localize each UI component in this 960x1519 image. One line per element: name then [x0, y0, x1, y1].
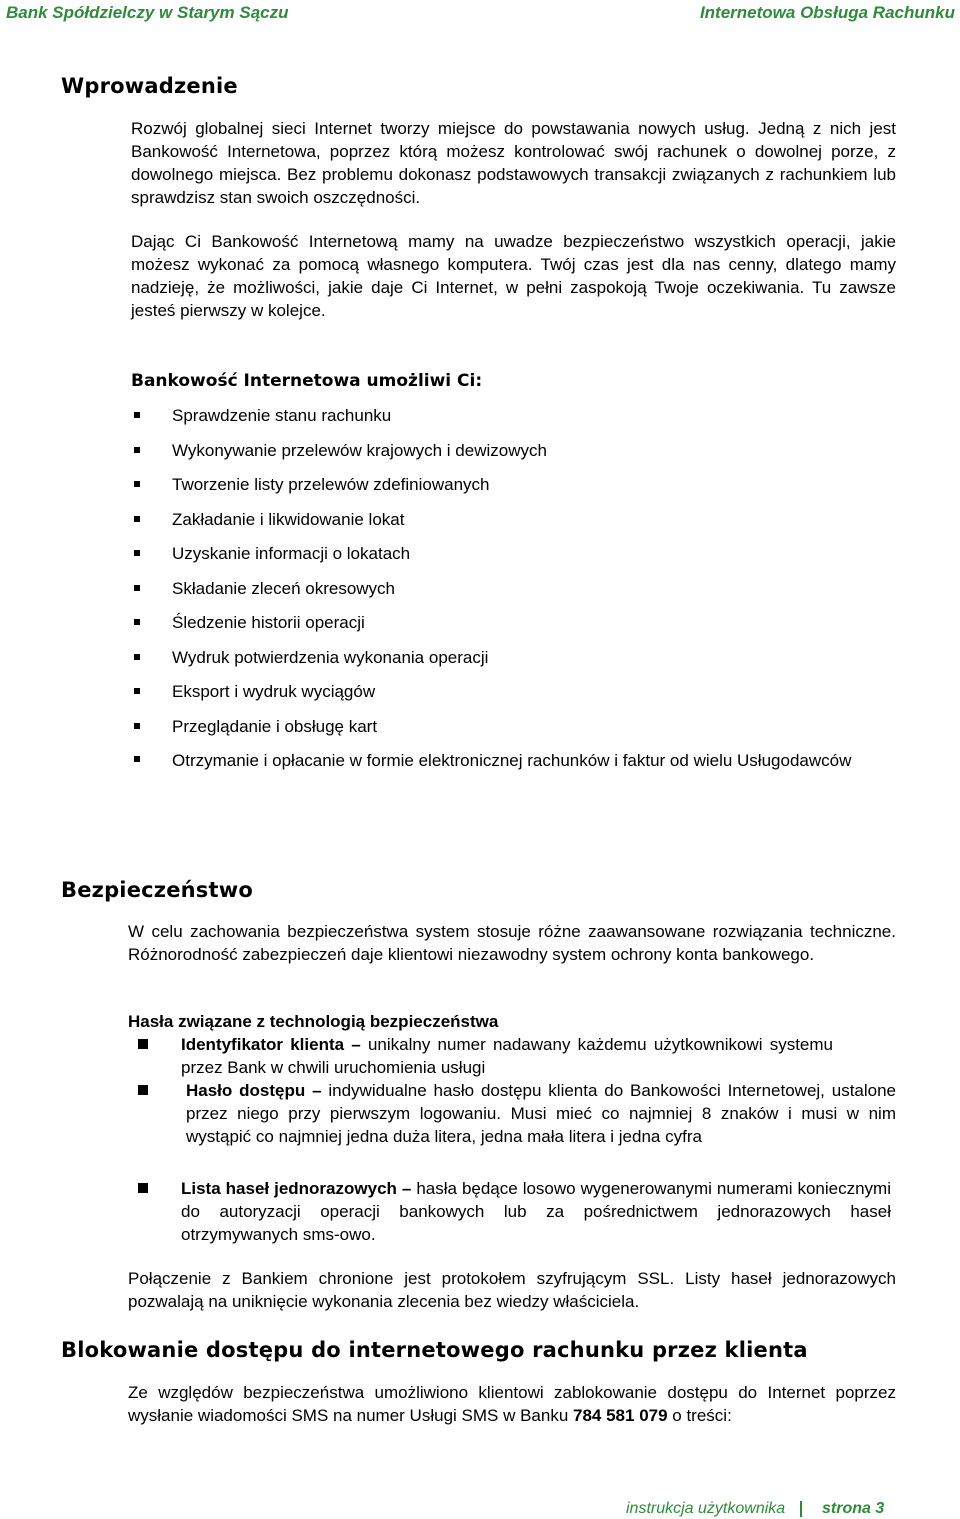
feature-item [131, 749, 896, 772]
security-bullet-otp-list [181, 1177, 891, 1246]
blocking-paragraph [128, 1381, 896, 1427]
header-document-title: Internetowa Obsługa Rachunku [699, 3, 955, 22]
footer-label: instrukcja użytkownika [626, 1500, 786, 1517]
bullet-dash: – [344, 1035, 368, 1054]
bullet-square-icon [134, 619, 140, 625]
bullet-square-icon [134, 688, 140, 694]
feature-item-label: Zakładanie i likwidowanie lokat [172, 510, 405, 529]
bullet-square-icon [134, 447, 140, 453]
bullet-dash: – [396, 1179, 417, 1198]
bullet-square-icon [134, 412, 140, 418]
bullet-term: Lista haseł jednorazowych [181, 1179, 397, 1198]
header-bank-name: Bank Spółdzielczy w Starym Sączu [6, 3, 289, 22]
bullet-square-icon [134, 585, 140, 591]
bullet-square-icon [138, 1183, 148, 1193]
bullet-square-icon [134, 654, 140, 660]
feature-item-label: Składanie zleceń okresowych [172, 579, 396, 598]
security-subheading: Hasła związane z technologią bezpieczeństwa [128, 1012, 499, 1031]
bullet-text: hasła będące losowo wygenerowanymi numerami koniecznymi do autoryzacji operacji bankowych lub za pośrednictwem jednorazowych haseł otrzymywanych sms-owo. [181, 1179, 891, 1244]
bullet-square-icon [134, 516, 140, 522]
section-title-security: Bezpieczeństwo [61, 878, 253, 902]
blocking-text: Ze względów bezpieczeństwa umożliwiono klientowi zablokowanie dostępu do Internet poprzez wysłanie wiadomości SMS na numer Usługi SMS w Banku [128, 1383, 896, 1425]
footer-separator [800, 1501, 802, 1517]
feature-item-label: Śledzenie historii operacji [172, 613, 365, 632]
sms-number: 784 581 079 [573, 1406, 668, 1425]
feature-item-label: Tworzenie listy przelewów zdefiniowanych [172, 475, 490, 494]
security-paragraph-2: Połączenie z Bankiem chronione jest protokołem szyfrującym SSL. Listy haseł jednorazowych pozwalają na uniknięcie wykonania zlecenia bez wiedzy właściciela. [128, 1269, 896, 1311]
feature-item-label: Wydruk potwierdzenia wykonania operacji [172, 648, 489, 667]
footer-page-number: strona 3 [822, 1500, 885, 1517]
bullet-square-icon [138, 1085, 148, 1095]
bullet-term: Identyfikator klienta [181, 1035, 345, 1054]
bullet-square-icon [134, 550, 140, 556]
blocking-text-end: o treści: [667, 1406, 732, 1425]
feature-item-label: Przeglądanie i obsługę kart [172, 717, 378, 736]
security-bullet-identifier [181, 1033, 833, 1079]
bullet-term: Hasło dostępu [186, 1081, 306, 1100]
feature-item-label: Sprawdzenie stanu rachunku [172, 406, 392, 425]
feature-item-label: Wykonywanie przelewów krajowych i dewizowych [172, 441, 547, 460]
bullet-square-icon [134, 481, 140, 487]
feature-item-label: Eksport i wydruk wyciągów [172, 682, 376, 701]
section-title-intro: Wprowadzenie [61, 74, 238, 98]
bullet-square-icon [138, 1039, 148, 1049]
bullet-square-icon [134, 723, 140, 729]
feature-item-label: Otrzymanie i opłacanie w formie elektronicznej rachunków i faktur od wielu Usługodawców [172, 751, 852, 770]
security-paragraph-1: W celu zachowania bezpieczeństwa system stosuje różne zaawansowane rozwiązania techniczne. Różnorodność zabezpieczeń daje klientowi niezawodny system ochrony konta bankowego. [128, 922, 896, 964]
bullet-square-icon [134, 756, 140, 762]
section-title-blocking: Blokowanie dostępu do internetowego rachunku przez klienta [61, 1338, 808, 1362]
bullet-text: unikalny numer nadawany każdemu użytkownikowi systemu przez Bank w chwili uruchomienia usługi [181, 1035, 833, 1077]
security-bullet-password [186, 1079, 896, 1148]
features-heading: Bankowość Internetowa umożliwi Ci: [131, 371, 483, 391]
bullet-text: indywidualne hasło dostępu klienta do Bankowości Internetowej, ustalone przez niego przy pierwszym logowaniu. Musi mieć co najmniej 8 znaków i musi w nim wystąpić co najmniej jedna duża litera, jedna mała litera i jedna cyfra [186, 1081, 897, 1146]
intro-paragraph-1: Rozwój globalnej sieci Internet tworzy miejsce do powstawania nowych usług. Jedną z nich jest Bankowość Internetowa, poprzez którą możesz kontrolować swój rachunek o dowolnej porze, z dowolnego miejsca. Bez problemu dokonasz podstawowych transakcji związanych z rachunkiem lub sprawdzisz stan swoich oszczędności. [131, 119, 896, 207]
intro-paragraph-2: Dając Ci Bankowość Internetową mamy na uwadze bezpieczeństwo wszystkich operacji, jakie możesz wykonać za pomocą własnego komputera. Twój czas jest dla nas cenny, dlatego mamy nadzieję, że możliwości, jakie daje Ci Internet, w pełni zaspokoją Twoje oczekiwania. Tu zawsze jesteś pierwszy w kolejce. [131, 232, 896, 320]
feature-item-label: Uzyskanie informacji o lokatach [172, 544, 411, 563]
bullet-dash: – [305, 1081, 329, 1100]
